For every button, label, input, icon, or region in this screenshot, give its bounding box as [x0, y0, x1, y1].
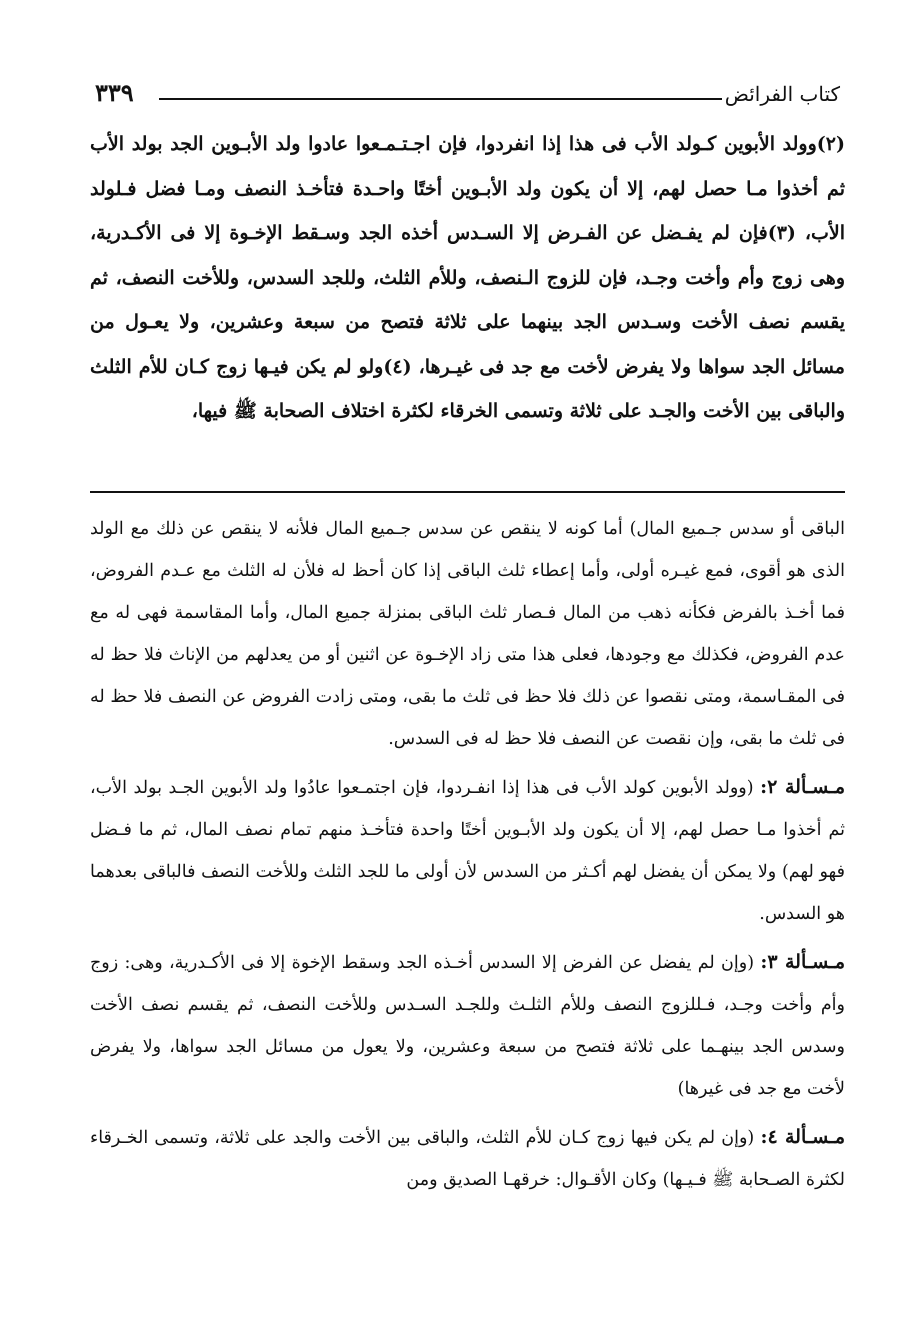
commentary-opening: الباقى أو سدس جـميع المال) أما كونه لا ينقص عن سدس جـميع المال فلأنه لا ينقص عن ذلك مع الولد الذى هو أقوى، فمع غيـره أولى، وأما إعطاء ثلث الباقى إذا كان أحظ له فلأن له الثلث مع عـدم الفروض، فما أخـذ بالفرض فكأنه ذهب من المال فـصار ثلث الباقى بمنزلة جميع المال، وأما المقاسمة فهى له مع عدم الفروض، فكذلك مع وجودها، فعلى هذا متى زاد الإخـوة عن اثنين أو من يعدلهم من الإناث فلا حظ له فى المقـاسمة، ومتى نقصوا عن ذلك فلا حظ فى ثلث ما بقى، ومتى زادت الفروض عن النصف فلا حظ له فى ثلث ما بقى، وإن نقصت عن النصف فلا حظ له فى السدس.: [90, 519, 845, 749]
issue-text: (وولد الأبوين كولد الأب فى هذا إذا انفـردوا، فإن اجتمـعوا عادُوا ولد الأبوين الجـد بولد الأب، ثم أخذوا مـا حصل لهم، إلا أن يكون ولد الأبـوين أختًا واحدة فتأخـذ منهم تمام نصف المال، ثم ما فـضل فهو لهم) ولا يمكن أن يفضل لهم أكـثر من السدس لأن أولى ما للجد الثلث وللأخت النصف فالباقى بعدهما هو السدس.: [90, 778, 845, 924]
issue-label: مـسـألة ٣:: [760, 951, 845, 973]
header-rule: [159, 98, 722, 100]
main-text: [90, 122, 845, 434]
page-header: [95, 78, 840, 114]
issue-label: مـسـألة ٤:: [760, 1126, 845, 1148]
issue-paragraph: [90, 1116, 845, 1201]
book-title: كتاب الفرائض: [724, 82, 840, 106]
issue-paragraph: [90, 941, 845, 1110]
commentary-text: [90, 508, 845, 1201]
main-text-paragraph: (٢)وولد الأبوين كـولد الأب فى هذا إذا انفردوا، فإن اجـتـمـعوا عادوا ولد الأبـوين الجد بولد الأب ثم أخذوا مـا حصل لهم، إلا أن يكون ولد الأبـوين أختًا واحـدة فتأخـذ النصف ومـا فضل فـلولد الأب، (٣)فإن لم يفـضل عن الفـرض إلا السـدس أخذه الجد وسـقط الإخـوة إلا فى الأكـدرية، وهى زوج وأم وأخت وجـد، فإن للزوج الـنصف، وللأم الثلث، وللجد السدس، وللأخت النصف، ثم يقسم نصف الأخت وسـدس الجد بينهما على ثلاثة فتصح من سبعة وعشرين، ولا يعـول من مسائل الجد سواها ولا يفرض لأخت مع جد فى غيـرها، (٤)ولو لم يكن فيـها زوج كـان للأم الثلث والباقى بين الأخت والجـد على ثلاثة وتسمى الخرقاء لكثرة اختلاف الصحابة ﷺ فيها،: [90, 133, 845, 422]
issue-text: (وإن لم يفضل عن الفرض إلا السدس أخـذه الجد وسقط الإخوة إلا فى الأكـدرية، وهى: زوج وأم وأخت وجـد، فـللزوج النصف وللأم الثلـث وللجـد السـدس وللأخت النصف، ثم يقسم نصف الأخت وسدس الجد بينهـما على ثلاثة فتصح من سبعة وعشرين، ولا يعول من مسائل الجد سواها، ولا يفرض لأخت مع جد فى غيرها): [90, 953, 845, 1099]
page-number: ٣٣٩: [95, 78, 134, 107]
issue-paragraph: [90, 766, 845, 935]
issue-label: مـسـألة ٢:: [760, 776, 845, 798]
footnote-separator: [90, 491, 845, 493]
issue-text: (وإن لم يكن فيها زوج كـان للأم الثلث، والباقى بين الأخت والجد على ثلاثة، وتسمى الخـرقاء لكثرة الصـحابة ﷺ فـيـها) وكان الأقـوال: خرقهـا الصديق ومن: [90, 1128, 845, 1190]
